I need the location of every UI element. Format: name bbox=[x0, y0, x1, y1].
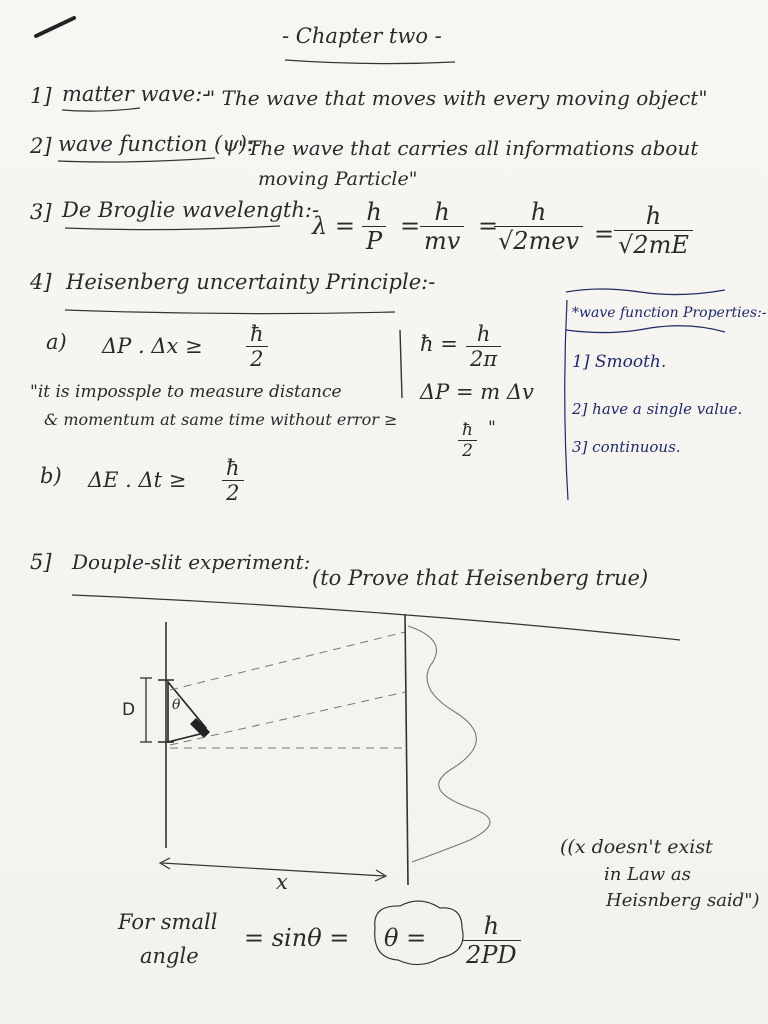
part-b-lhs: ΔE . Δt ≥ bbox=[88, 468, 187, 492]
hbar-h-over-2pi: $\frac{h}{2\pi}$ bbox=[466, 322, 501, 371]
part-a-hbar-over-2: $\frac{ħ}{2}$ bbox=[246, 322, 268, 371]
item-1-term: matter wave:- bbox=[62, 82, 210, 106]
equals-1: = bbox=[400, 212, 421, 240]
for-small-label: For small bbox=[118, 910, 218, 934]
item-5-number: 5] bbox=[30, 550, 52, 574]
part-b-hbar-over-2: $\frac{ħ}{2}$ bbox=[222, 456, 244, 505]
property-smooth: 1] Smooth. bbox=[572, 352, 667, 372]
item-2-desc-line1: "The wave that carries all informations about bbox=[238, 136, 699, 160]
uncertainty-note-line1: "it is impossple to measure distance bbox=[30, 382, 342, 402]
ray-middle bbox=[170, 692, 405, 745]
note-close-quote: " bbox=[488, 418, 496, 438]
pen-mark bbox=[36, 18, 74, 36]
uncertainty-note-line2: & momentum at same time without error ≥ bbox=[44, 410, 398, 429]
item-3-number: 3] bbox=[30, 200, 52, 224]
props-wave-bottom bbox=[566, 326, 725, 333]
properties-title: *wave function Properties:- bbox=[572, 305, 767, 321]
underline-de-broglie bbox=[65, 226, 280, 230]
side-note-line2: in Law as bbox=[604, 864, 691, 885]
item-1-number: 1] bbox=[30, 84, 52, 108]
intensity-pattern bbox=[408, 626, 490, 862]
frac-h-over-sqrt2mE: $\frac{h}{√2mE}$ bbox=[614, 202, 693, 259]
underline-heisenberg bbox=[65, 310, 395, 314]
property-continuous: 3] continuous. bbox=[572, 438, 681, 456]
ray-upper bbox=[170, 632, 405, 690]
part-a-lhs: ΔP . Δx ≥ bbox=[102, 334, 203, 358]
props-wave-top bbox=[566, 289, 725, 295]
item-3-term: De Broglie wavelength:- bbox=[62, 198, 320, 222]
item-5-term: Douple-slit experiment: bbox=[72, 550, 311, 574]
underline-wave-function bbox=[58, 158, 215, 162]
x-label: x bbox=[276, 870, 288, 894]
item-4-term: Heisenberg uncertainty Principle:- bbox=[66, 270, 436, 294]
item-1-desc: " The wave that moves with every moving object" bbox=[206, 86, 708, 110]
item-2-term: wave function (ψ):- bbox=[58, 132, 262, 156]
equals-3: = bbox=[594, 220, 615, 248]
underline-matter-wave bbox=[62, 108, 140, 111]
item-5-desc: (to Prove that Heisenberg true) bbox=[312, 566, 649, 590]
hbar-separator bbox=[400, 330, 402, 398]
theta-equals: θ = bbox=[384, 924, 427, 952]
part-a-label: a) bbox=[46, 330, 67, 354]
lambda-symbol: λ = bbox=[312, 212, 355, 240]
delta-p-definition: ΔP = m Δv bbox=[420, 380, 534, 404]
frac-h-over-p: $\frac{h}{P}$ bbox=[362, 198, 386, 255]
property-single-value: 2] have a single value. bbox=[572, 400, 743, 418]
item-2-number: 2] bbox=[30, 134, 52, 158]
underline-double-slit bbox=[72, 595, 680, 640]
x-arrow bbox=[162, 863, 384, 876]
item-4-number: 4] bbox=[30, 270, 52, 294]
part-b-label: b) bbox=[40, 464, 62, 488]
sin-equation: = sinθ = bbox=[244, 924, 350, 952]
frac-h-over-2PD: $\frac{h}{2PD}$ bbox=[462, 912, 521, 969]
screen bbox=[405, 614, 408, 885]
angle-label: angle bbox=[140, 944, 199, 968]
side-note-line1: ((x doesn't exist bbox=[560, 836, 713, 858]
frac-h-over-sqrt2mev: h √2mev bbox=[494, 198, 583, 255]
note-hbar-over-2: $\frac{ħ}{2}$ bbox=[458, 420, 477, 461]
slit-distance-label: D bbox=[122, 700, 136, 720]
side-note-line3: Heisnberg said") bbox=[606, 890, 760, 911]
frac-h-over-mv: $\frac{h}{mv}$ bbox=[420, 198, 464, 255]
equals-2: = bbox=[478, 212, 499, 240]
item-2-desc-line2: moving Particle" bbox=[258, 168, 418, 190]
title-underline bbox=[285, 60, 455, 64]
theta-label: θ bbox=[172, 697, 181, 713]
hbar-definition-lhs: ħ = bbox=[420, 332, 458, 356]
page-title: - Chapter two - bbox=[282, 24, 442, 48]
